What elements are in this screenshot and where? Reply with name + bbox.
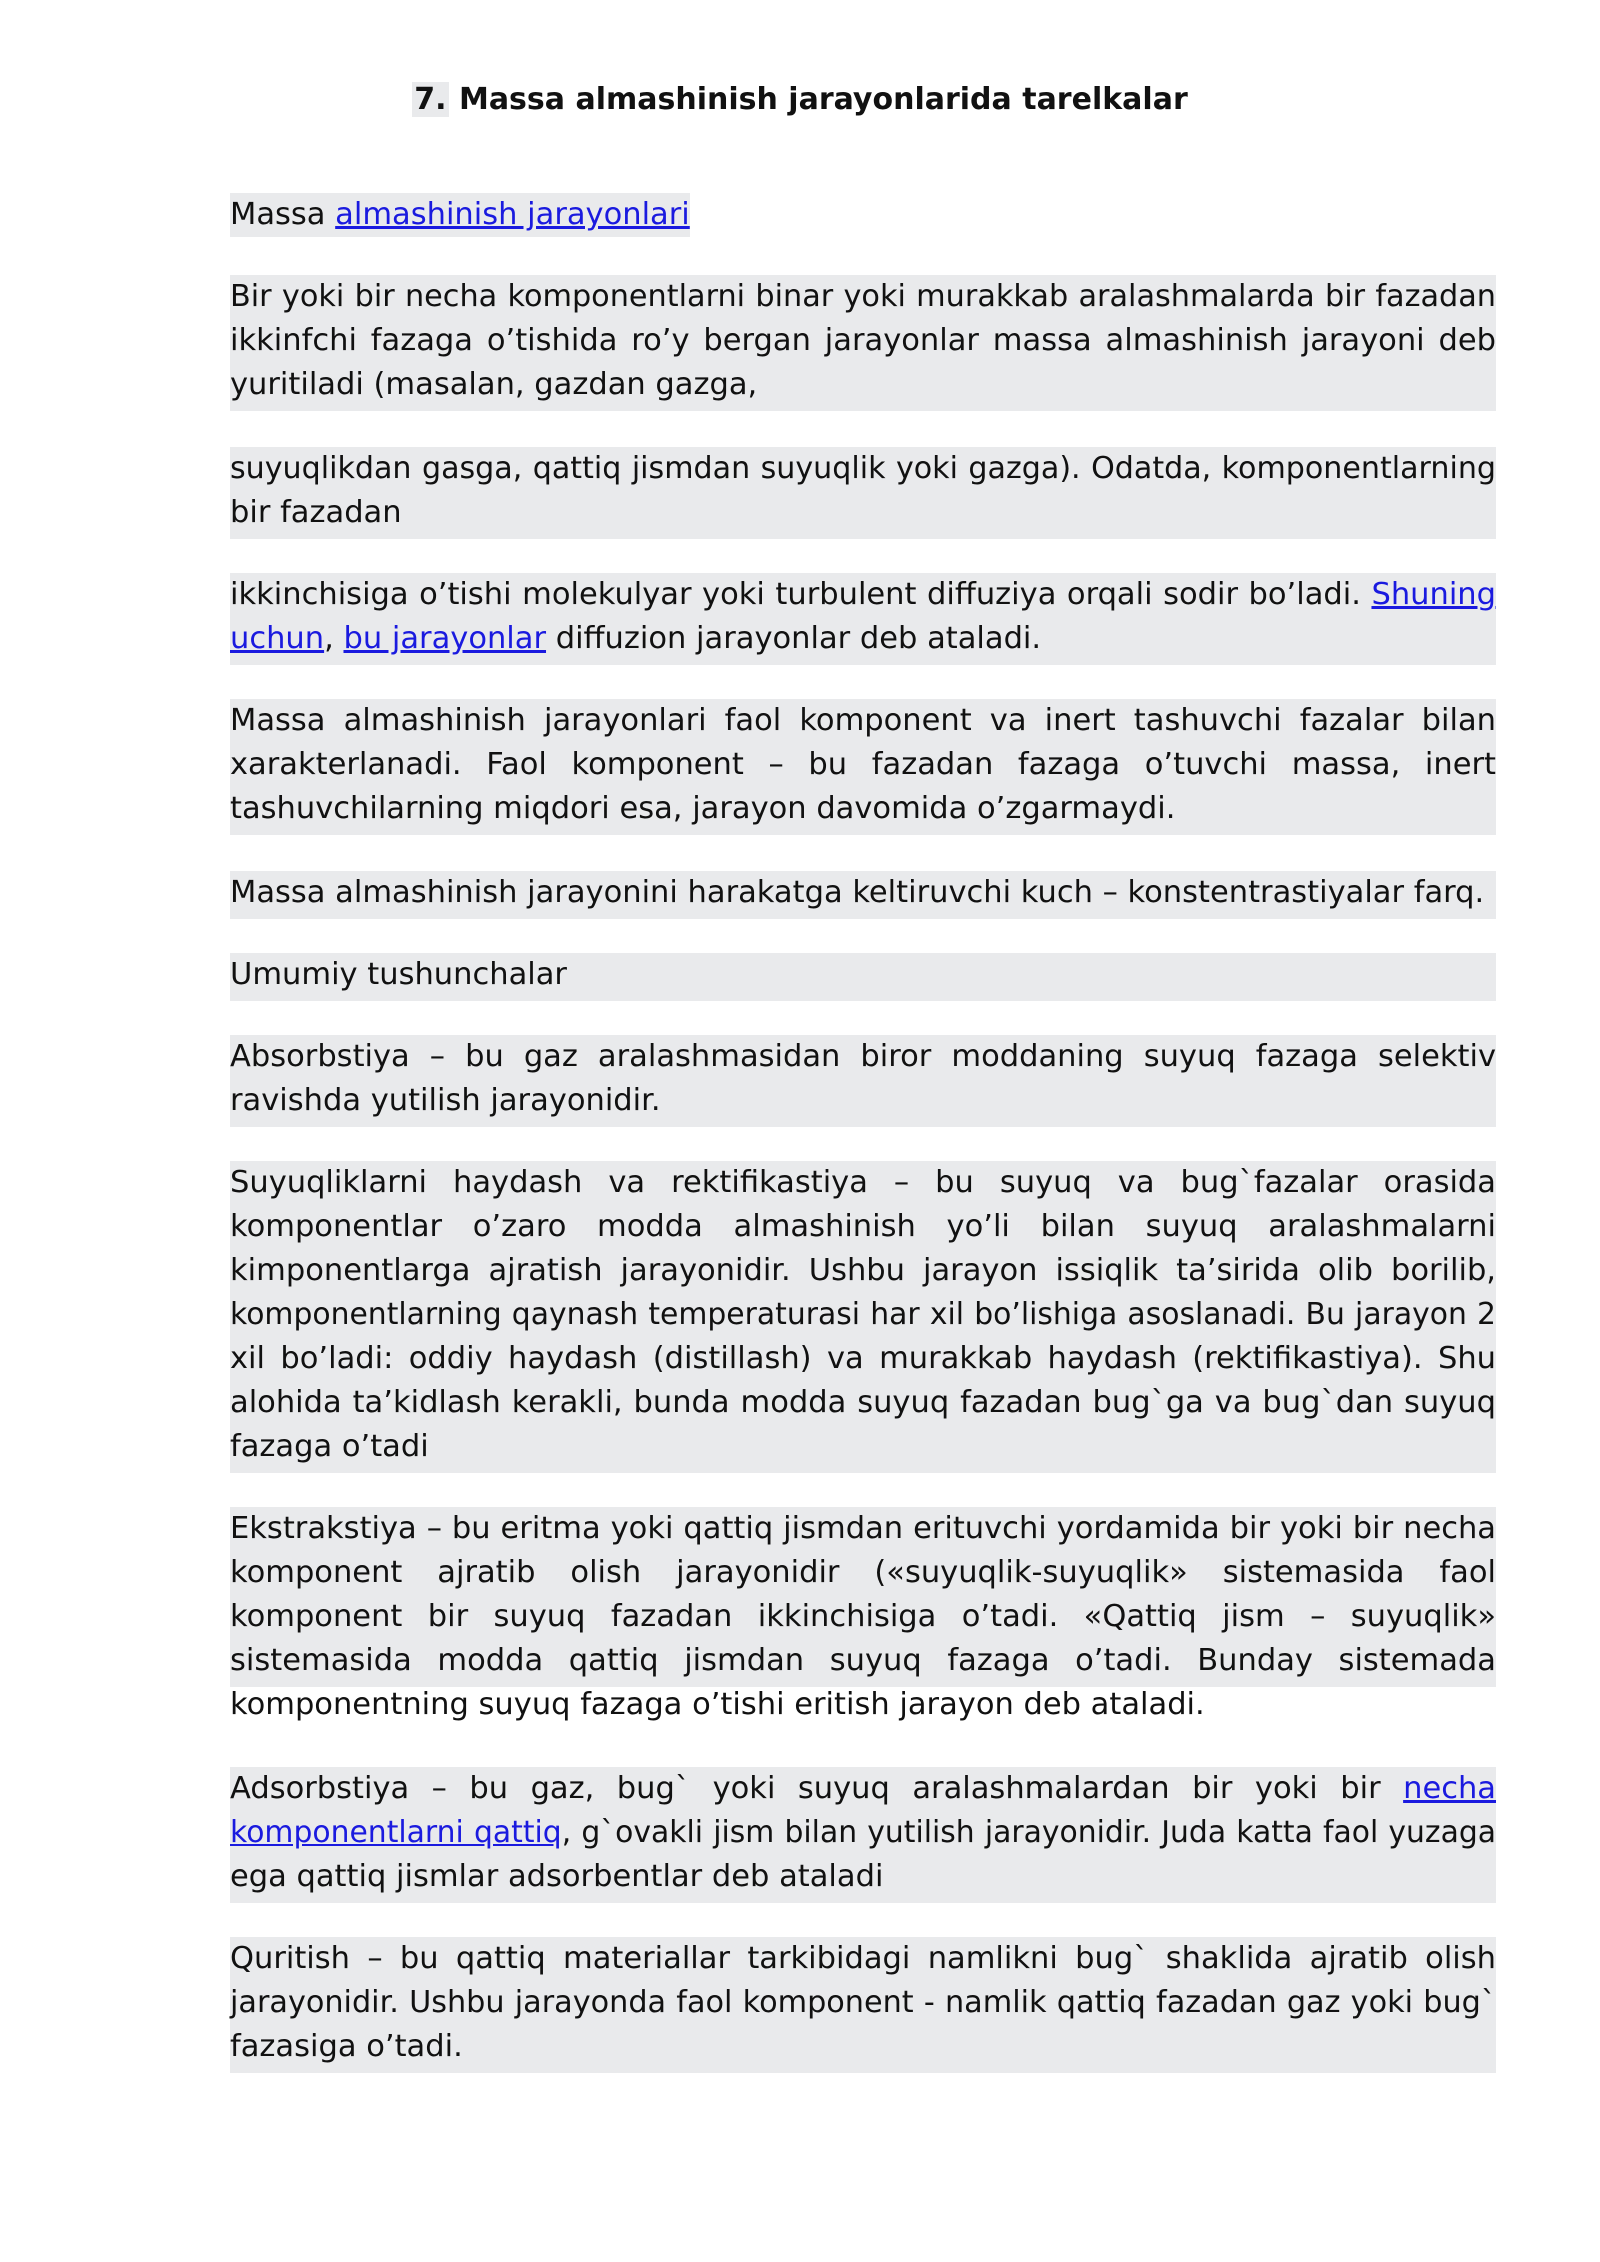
text-line: ravishda yutilish jarayonidir. xyxy=(230,1083,661,1118)
link-komponentlarni-qattiq[interactable]: komponentlarni qattiq xyxy=(230,1815,562,1850)
text-line: alohida ta’kidlash kerakli, bunda modda suyuq fazadan bug`ga va bug`dan suyuq xyxy=(230,1385,1496,1420)
link-necha[interactable]: necha xyxy=(1403,1771,1496,1806)
text-line: Ekstrakstiya – bu eritma yoki qattiq jismdan erituvchi yordamida bir yoki bir necha xyxy=(230,1511,1496,1546)
paragraph-general-concepts xyxy=(230,953,1496,1001)
text-line: bir fazadan xyxy=(230,495,402,530)
paragraph-driving-force xyxy=(230,871,1496,919)
text-line: Massa almashinish jarayonini harakatga keltiruvchi kuch – konstentrastiyalar farq. xyxy=(230,875,1485,910)
text-line xyxy=(230,1767,1496,1811)
text-line xyxy=(230,1811,1496,1855)
text-line: komponentning suyuq fazaga o’tishi eritish jarayon deb ataladi. xyxy=(230,1687,1205,1722)
text-line: xarakterlanadi. Faol komponent – bu fazadan fazaga o’tuvchi massa, inert xyxy=(230,747,1496,782)
paragraph-diffusion xyxy=(230,573,1496,665)
text-line: Umumiy tushunchalar xyxy=(230,957,567,992)
text-line: Massa almashinish jarayonlari faol komponent va inert tashuvchi fazalar bilan xyxy=(230,703,1496,738)
text-line: ega qattiq jismlar adsorbentlar deb ataladi xyxy=(230,1859,884,1894)
title-number: 7. xyxy=(414,82,447,117)
paragraph-drying xyxy=(230,1937,1496,2073)
paragraph-adsorption xyxy=(230,1767,1496,1903)
title-text: Massa almashinish jarayonlarida tarelkalar xyxy=(448,82,1188,117)
paragraph-extraction xyxy=(230,1507,1496,1722)
text-line: komponent ajratib olish jarayonidir («suyuqlik-suyuqlik» sistemasida faol xyxy=(230,1555,1496,1590)
text-line: fazasiga o’tadi. xyxy=(230,2029,463,2064)
subheading-prefix: Massa xyxy=(230,197,336,232)
page-title xyxy=(0,76,1600,124)
paragraph-active-component xyxy=(230,699,1496,835)
text-line: xil bo’ladi: oddiy haydash (distillash) va murakkab haydash (rektifikastiya). Shu xyxy=(230,1341,1496,1376)
paragraph-intro xyxy=(230,275,1496,411)
text-line: kimponentlarga ajratish jarayonidir. Ushbu jarayon issiqlik ta’sirida olib borilib, xyxy=(230,1253,1496,1288)
link-shuning[interactable]: Shuning xyxy=(1371,577,1496,612)
text-line xyxy=(230,617,1496,661)
text-line: fazaga o’tadi xyxy=(230,1429,429,1464)
text-line: Quritish – bu qattiq materiallar tarkibidagi namlikni bug` shaklida ajratib olish xyxy=(230,1941,1496,1976)
text-line: suyuqlikdan gasga, qattiq jismdan suyuqlik yoki gazga). Odatda, komponentlarning xyxy=(230,451,1496,486)
paragraph-distillation xyxy=(230,1161,1496,1473)
text-line: tashuvchilarning miqdori esa, jarayon davomida o’zgarmaydi. xyxy=(230,791,1176,826)
text-fragment: , xyxy=(324,621,344,656)
text-line: komponentlarning qaynash temperaturasi har xil bo’lishiga asoslanadi. Bu jarayon 2 xyxy=(230,1297,1496,1332)
text-line: Bir yoki bir necha komponentlarni binar yoki murakkab aralashmalarda bir fazadan xyxy=(230,279,1496,314)
link-bu-jarayonlar[interactable]: bu jarayonlar xyxy=(343,621,547,656)
text-line: Suyuqliklarni haydash va rektifikastiya – bu suyuq va bug`fazalar orasida xyxy=(230,1165,1496,1200)
text-line: yuritiladi (masalan, gazdan gazga, xyxy=(230,367,758,402)
paragraph-examples xyxy=(230,447,1496,539)
text-line: ikkinfchi fazaga o’tishida ro’y bergan jarayonlar massa almashinish jarayoni deb xyxy=(230,323,1496,358)
text-line xyxy=(230,573,1496,617)
text-line: komponent bir suyuq fazadan ikkinchisiga o’tadi. «Qattiq jism – suyuqlik» xyxy=(230,1599,1496,1634)
text-fragment: Adsorbstiya – bu gaz, bug` yoki suyuq aralashmalardan bir yoki bir xyxy=(230,1771,1404,1806)
section-subheading xyxy=(230,193,690,237)
text-fragment: diffuzion jarayonlar deb ataladi. xyxy=(546,621,1042,656)
link-uchun[interactable]: uchun xyxy=(230,621,325,656)
text-line: Absorbstiya – bu gaz aralashmasidan biror moddaning suyuq fazaga selektiv xyxy=(230,1039,1496,1074)
text-line: sistemasida modda qattiq jismdan suyuq fazaga o’tadi. Bunday sistemada xyxy=(230,1643,1496,1678)
text-line: komponentlar o’zaro modda almashinish yo’li bilan suyuq aralashmalarni xyxy=(230,1209,1496,1244)
paragraph-absorption xyxy=(230,1035,1496,1127)
text-fragment: ikkinchisiga o’tishi molekulyar yoki turbulent diffuziya orqali sodir bo’ladi. xyxy=(230,577,1372,612)
text-line: jarayonidir. Ushbu jarayonda faol komponent - namlik qattiq fazadan gaz yoki bug` xyxy=(230,1985,1496,2020)
subheading-link[interactable]: almashinish jarayonlari xyxy=(335,197,690,232)
text-fragment: , g`ovakli jism bilan yutilish jarayonidir. Juda katta faol yuzaga xyxy=(561,1815,1497,1850)
